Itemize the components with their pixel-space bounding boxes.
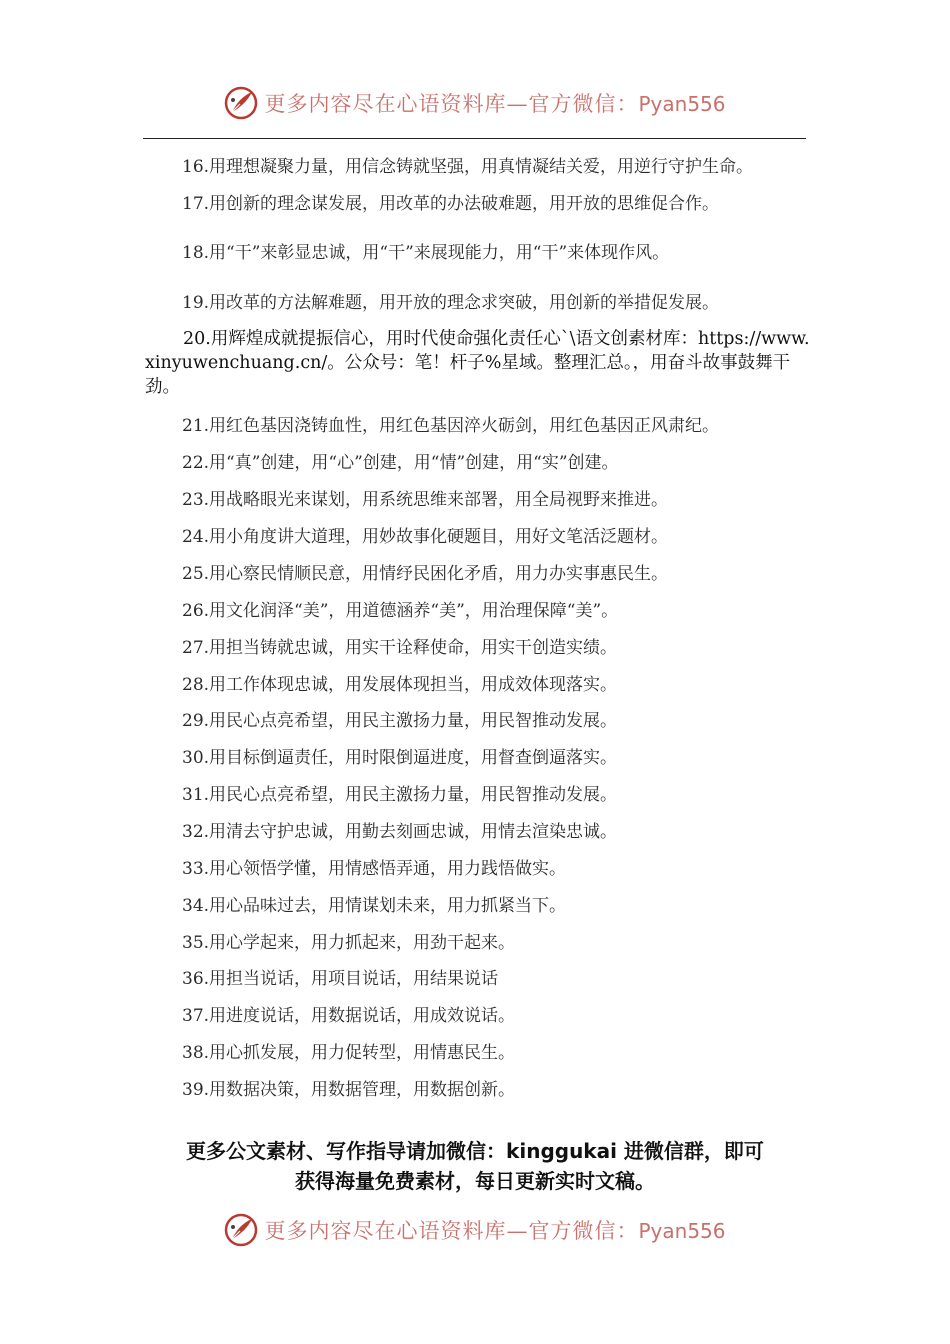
list-item: 17.用创新的理念谋发展，用改革的办法破难题，用开放的思维促合作。 — [182, 194, 720, 214]
list-item: 19.用改革的方法解难题，用开放的理念求突破，用创新的举措促发展。 — [182, 293, 720, 313]
list-item: 18.用“干”来彰显忠诚，用“干”来展现能力，用“干”来体现作风。 — [182, 243, 670, 263]
header-wechat-handle: Pyan556 — [638, 92, 726, 116]
list-item: 25.用心察民情顺民意，用情纾民困化矛盾，用力办实事惠民生。 — [182, 564, 669, 584]
list-item: 22.用“真”创建，用“心”创建，用“情”创建，用“实”创建。 — [182, 453, 619, 473]
list-item: 33.用心领悟学懂，用情感悟弄通，用力践悟做实。 — [182, 859, 567, 879]
list-item: 38.用心抓发展，用力促转型，用情惠民生。 — [182, 1043, 516, 1063]
list-item: 26.用文化润泽“美”，用道德涵养“美”，用治理保障“美”。 — [182, 601, 619, 621]
footer-wechat-handle: Pyan556 — [638, 1219, 726, 1243]
list-item: 24.用小角度讲大道理，用妙故事化硬题目，用好文笔活泛题材。 — [182, 527, 669, 547]
list-item: 31.用民心点亮希望，用民主激扬力量，用民智推动发展。 — [182, 785, 618, 805]
footer-banner-text: 更多内容尽在心语资料库—官方微信：Pyan556 — [264, 1219, 726, 1243]
list-item: 34.用心品味过去，用情谋划未来，用力抓紧当下。 — [182, 896, 567, 916]
header-rule — [143, 138, 806, 139]
list-item-highlighted: 20.用辉煌成就提振信心，用时代使命强化责任心`\语文创素材库：https://www.xinyuwenchuang.cn/。公众号：笔！杆子%星域。整理汇总。，用奋斗故事鼓舞干劲。 — [145, 329, 810, 397]
promo-callout — [140, 1136, 810, 1196]
list-item: 39.用数据决策，用数据管理，用数据创新。 — [182, 1080, 516, 1100]
list-item: 16.用理想凝聚力量，用信念铸就坚强，用真情凝结关爱，用逆行守护生命。 — [182, 157, 754, 177]
quill-logo-icon — [224, 1213, 258, 1247]
list-item: 36.用担当说话，用项目说话，用结果说话 — [182, 969, 499, 989]
list-item: 28.用工作体现忠诚，用发展体现担当，用成效体现落实。 — [182, 675, 618, 695]
header-banner — [0, 78, 950, 128]
promo-line-2: 获得海量免费素材，每日更新实时文稿。 — [295, 1169, 655, 1193]
footer-banner — [0, 1205, 950, 1255]
list-item: 32.用清去守护忠诚，用勤去刻画忠诚，用情去渲染忠诚。 — [182, 822, 618, 842]
list-item: 29.用民心点亮希望，用民主激扬力量，用民智推动发展。 — [182, 711, 618, 731]
list-item: 21.用红色基因浇铸血性，用红色基因淬火砺剑，用红色基因正风肃纪。 — [182, 416, 720, 436]
list-item: 35.用心学起来，用力抓起来，用劲干起来。 — [182, 933, 516, 953]
header-banner-text: 更多内容尽在心语资料库—官方微信：Pyan556 — [264, 92, 726, 116]
list-item: 23.用战略眼光来谋划，用系统思维来部署，用全局视野来推进。 — [182, 490, 669, 510]
list-item: 30.用目标倒逼责任，用时限倒逼进度，用督查倒逼落实。 — [182, 748, 618, 768]
quill-logo-icon — [224, 86, 258, 120]
promo-line-1: 更多公文素材、写作指导请加微信：kinggukai 进微信群，即可 — [186, 1139, 764, 1163]
list-item: 37.用进度说话，用数据说话，用成效说话。 — [182, 1006, 516, 1026]
list-item: 27.用担当铸就忠诚，用实干诠释使命，用实干创造实绩。 — [182, 638, 618, 658]
